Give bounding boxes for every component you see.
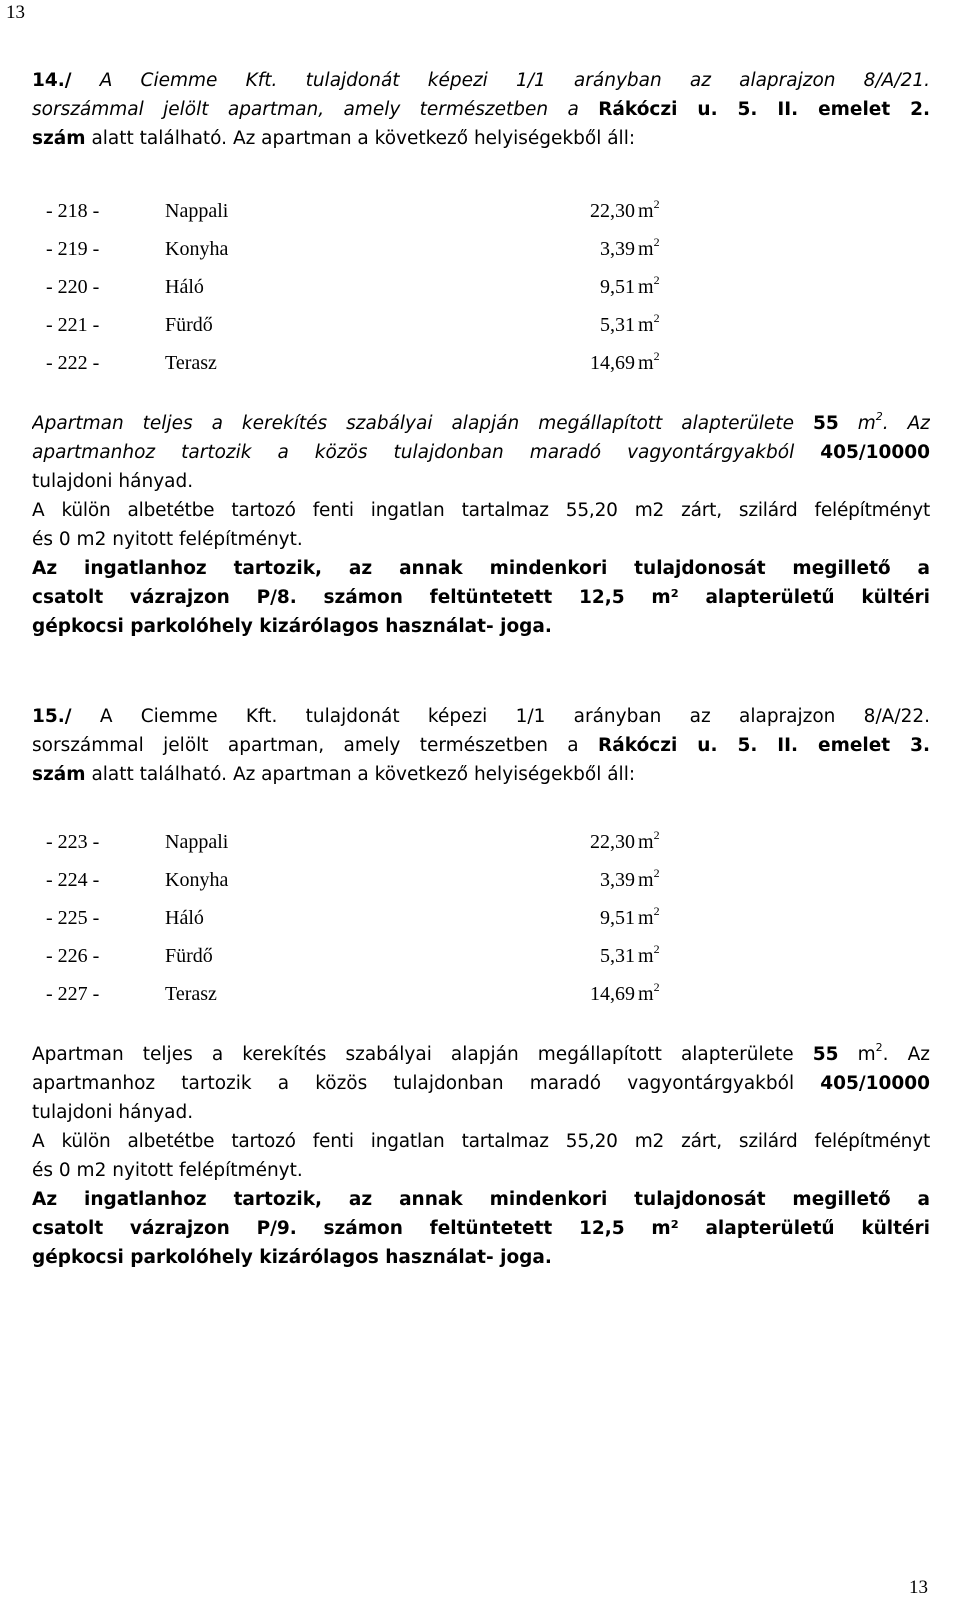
share-line-end bbox=[32, 1098, 930, 1127]
room-name: Konyha bbox=[165, 869, 229, 891]
item-number: 14./ bbox=[32, 70, 72, 91]
room-area: 9,51 bbox=[600, 907, 635, 929]
page-number-bottom: 13 bbox=[909, 1577, 928, 1598]
rooms-intro: Az apartman a következő helyiségekből áll: bbox=[232, 764, 636, 785]
owner-name: A Ciemme Kft. bbox=[99, 70, 278, 91]
parking-line-3: gépkocsi parkolóhely kizárólagos használat- joga. bbox=[32, 1247, 552, 1268]
location-text: alatt található. bbox=[91, 128, 228, 149]
ownership-text: tulajdonát képezi 1/1 arányban az alaprajzon 8/A/21. bbox=[305, 70, 930, 91]
share-suffix: tulajdoni hányad. bbox=[32, 471, 194, 492]
room-area: 3,39 bbox=[600, 238, 635, 260]
room-name: Nappali bbox=[165, 831, 229, 853]
area-text: Apartman teljes a kerekítés szabályai alapján megállapított alapterülete bbox=[32, 1044, 794, 1065]
parking-line-2: csatolt vázrajzon P/8. számon feltüntetett 12,5 m² alapterületű kültéri bbox=[32, 587, 930, 608]
intro-line-1 bbox=[32, 702, 930, 731]
room-unit: $m^2$ bbox=[638, 349, 660, 374]
room-unit: $m^2$ bbox=[638, 866, 660, 891]
area-unit: $m^2$. Az bbox=[857, 410, 930, 434]
room-unit: $m^2$ bbox=[638, 980, 660, 1005]
room-area: 5,31 bbox=[600, 314, 635, 336]
share-line bbox=[32, 1069, 930, 1098]
extra-line-1: A külön albetétbe tartozó fenti ingatlan tartalmaz 55,20 m2 zárt, szilárd felépítményt bbox=[32, 1131, 930, 1152]
room-area: 14,69 bbox=[590, 983, 635, 1005]
room-number: - 225 - bbox=[46, 907, 100, 929]
room-area: 22,30 bbox=[590, 200, 635, 222]
rooms-intro: Az apartman a következő helyiségekből áll: bbox=[232, 128, 636, 149]
room-name: Háló bbox=[165, 907, 204, 929]
item-number: 15./ bbox=[32, 706, 72, 727]
area-line bbox=[32, 1040, 930, 1069]
extra-line-2: és 0 m2 nyitott felépítményt. bbox=[32, 1160, 303, 1181]
address: Rákóczi u. 5. II. emelet 2. bbox=[598, 99, 930, 120]
area-text: Apartman teljes a kerekítés szabályai alapján megállapított alapterülete bbox=[32, 413, 794, 434]
room-number: - 227 - bbox=[46, 983, 100, 1005]
parking-line-2: csatolt vázrajzon P/9. számon feltüntetett 12,5 m² alapterületű kültéri bbox=[32, 1218, 930, 1239]
share-line-end bbox=[32, 467, 930, 496]
section-14-details bbox=[32, 409, 930, 641]
room-unit: $m^2$ bbox=[638, 942, 660, 967]
location-text: alatt található. bbox=[91, 764, 228, 785]
room-area: 9,51 bbox=[600, 276, 635, 298]
intro-text: sorszámmal jelölt apartman, amely természetben a bbox=[32, 735, 579, 756]
section-15-details bbox=[32, 1040, 930, 1272]
extra-line-1: A külön albetétbe tartozó fenti ingatlan tartalmaz 55,20 m2 zárt, szilárd felépítményt bbox=[32, 500, 930, 521]
intro-line-1 bbox=[32, 66, 930, 95]
intro-text: sorszámmal jelölt apartman, amely természetben a bbox=[32, 99, 579, 120]
parking-line-1: Az ingatlanhoz tartozik, az annak mindenkori tulajdonosát megillető a bbox=[32, 1189, 930, 1210]
room-name: Terasz bbox=[165, 983, 217, 1005]
intro-line-3 bbox=[32, 124, 930, 153]
section-15-intro bbox=[32, 702, 930, 789]
intro-line-2 bbox=[32, 95, 930, 124]
share-suffix: tulajdoni hányad. bbox=[32, 1102, 194, 1123]
share-value: 405/10000 bbox=[820, 1073, 930, 1094]
owner-name: A Ciemme Kft. bbox=[99, 706, 278, 727]
share-line bbox=[32, 438, 930, 467]
address: Rákóczi u. 5. II. emelet 3. bbox=[598, 735, 930, 756]
area-value: 55 bbox=[812, 1044, 839, 1065]
room-name: Terasz bbox=[165, 352, 217, 374]
room-number: - 221 - bbox=[46, 314, 100, 336]
room-number: - 219 - bbox=[46, 238, 100, 260]
address-suffix: szám bbox=[32, 128, 86, 149]
area-unit: $m^2$. Az bbox=[857, 1041, 930, 1065]
room-unit: $m^2$ bbox=[638, 235, 660, 260]
room-name: Háló bbox=[165, 276, 204, 298]
area-line bbox=[32, 409, 930, 438]
page-number-top: 13 bbox=[6, 2, 25, 23]
intro-line-3 bbox=[32, 760, 930, 789]
room-name: Konyha bbox=[165, 238, 229, 260]
section-14-intro bbox=[32, 66, 930, 153]
room-unit: $m^2$ bbox=[638, 311, 660, 336]
room-unit: $m^2$ bbox=[638, 904, 660, 929]
room-area: 3,39 bbox=[600, 869, 635, 891]
intro-line-2 bbox=[32, 731, 930, 760]
room-number: - 224 - bbox=[46, 869, 100, 891]
room-area: 14,69 bbox=[590, 352, 635, 374]
extra-line-2: és 0 m2 nyitott felépítményt. bbox=[32, 529, 303, 550]
ownership-text: tulajdonát képezi 1/1 arányban az alaprajzon 8/A/22. bbox=[305, 706, 930, 727]
share-text: apartmanhoz tartozik a közös tulajdonban maradó vagyontárgyakból bbox=[32, 442, 795, 463]
room-number: - 222 - bbox=[46, 352, 100, 374]
share-value: 405/10000 bbox=[820, 442, 930, 463]
room-number: - 223 - bbox=[46, 831, 100, 853]
room-unit: $m^2$ bbox=[638, 197, 660, 222]
area-value: 55 bbox=[812, 413, 839, 434]
room-number: - 218 - bbox=[46, 200, 100, 222]
room-area: 5,31 bbox=[600, 945, 635, 967]
room-area: 22,30 bbox=[590, 831, 635, 853]
address-suffix: szám bbox=[32, 764, 86, 785]
room-name: Fürdő bbox=[165, 945, 213, 967]
room-number: - 226 - bbox=[46, 945, 100, 967]
parking-line-1: Az ingatlanhoz tartozik, az annak mindenkori tulajdonosát megillető a bbox=[32, 558, 930, 579]
share-text: apartmanhoz tartozik a közös tulajdonban maradó vagyontárgyakból bbox=[32, 1073, 795, 1094]
room-unit: $m^2$ bbox=[638, 828, 660, 853]
room-name: Fürdő bbox=[165, 314, 213, 336]
room-number: - 220 - bbox=[46, 276, 100, 298]
parking-line-3: gépkocsi parkolóhely kizárólagos használat- joga. bbox=[32, 616, 552, 637]
room-name: Nappali bbox=[165, 200, 229, 222]
room-unit: $m^2$ bbox=[638, 273, 660, 298]
